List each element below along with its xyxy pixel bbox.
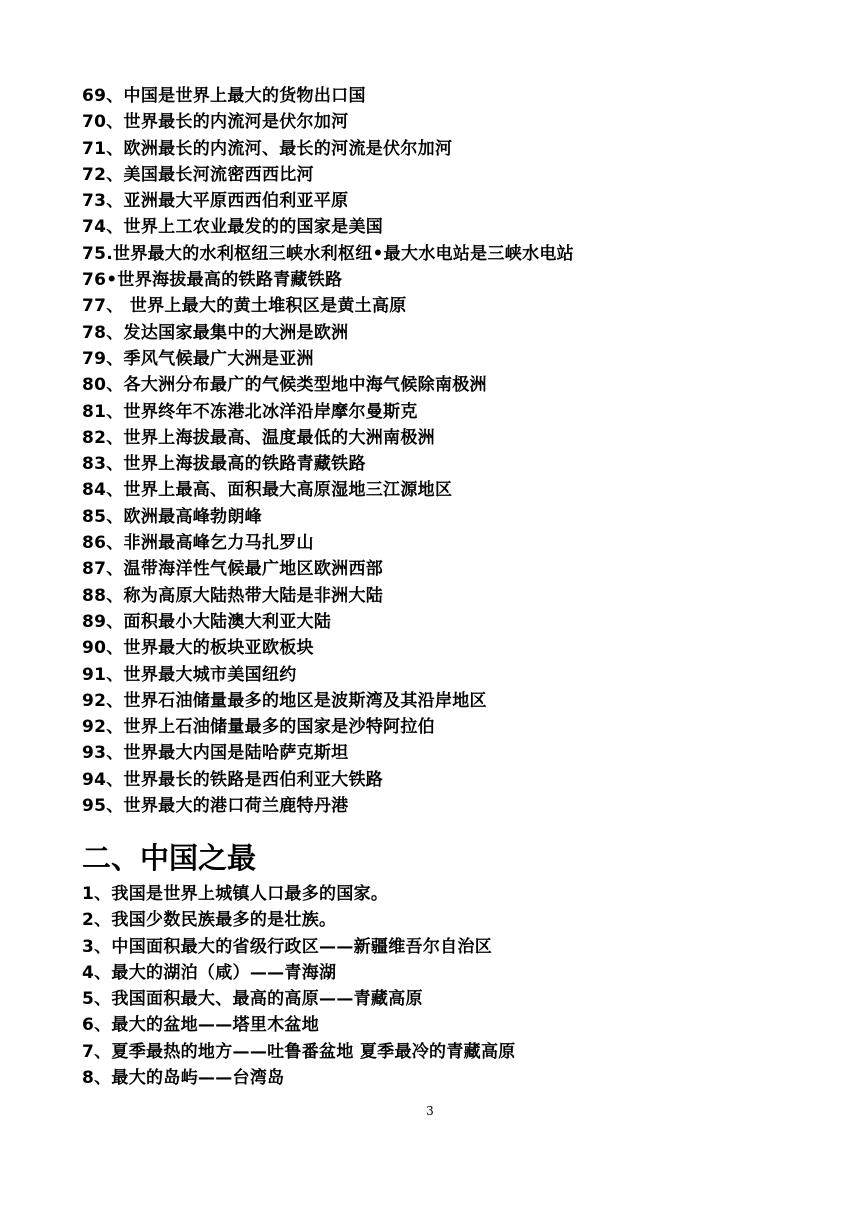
list-item: 72、美国最长河流密西西比河	[82, 164, 314, 185]
list-item: 69、中国是世界上最大的货物出口国	[82, 86, 366, 106]
list-item: 82、世界上海拔最高、温度最低的大洲南极洲	[82, 427, 435, 448]
list-item: 1、我国是世界上城镇人口最多的国家。	[82, 884, 389, 904]
list-item: 86、非洲最高峰乞力马扎罗山	[82, 533, 314, 554]
list-item: 88、称为高原大陆热带大陆是非洲大陆	[82, 585, 384, 606]
list-item: 70、世界最长的内流河是伏尔加河	[82, 112, 349, 133]
list-item: 85、欧洲最高峰勃朗峰	[82, 506, 262, 527]
list-item: 73、亚洲最大平原西西伯利亚平原	[82, 191, 349, 212]
list-item: 78、发达国家最集中的大洲是欧洲	[82, 322, 349, 343]
list-item: 8、最大的岛屿——台湾岛	[82, 1068, 285, 1089]
list-item: 93、世界最大内国是陆哈萨克斯坦	[82, 743, 349, 764]
list-item: 91、世界最大城市美国纽约	[82, 664, 297, 685]
list-item: 83、世界上海拔最高的铁路青藏铁路	[82, 454, 366, 475]
section-heading: 二、中国之最	[82, 841, 257, 875]
list-item: 87、温带海洋性气候最广地区欧洲西部	[82, 559, 384, 580]
list-item: 7、夏季最热的地方——吐鲁番盆地 夏季最冷的青藏高原	[82, 1041, 516, 1062]
list-item: 76•世界海拔最高的铁路青藏铁路	[82, 270, 343, 291]
list-item: 80、各大洲分布最广的气候类型地中海气候除南极洲	[82, 375, 487, 396]
list-item: 2、我国少数民族最多的是壮族。	[82, 910, 337, 931]
list-item: 6、最大的盆地——塔里木盆地	[82, 1015, 320, 1036]
list-item: 3、中国面积最大的省级行政区——新疆维吾尔自治区	[82, 936, 493, 957]
list-item: 75.世界最大的水利枢纽三峡水利枢纽•最大水电站是三峡水电站	[82, 243, 574, 264]
list-item: 95、世界最大的港口荷兰鹿特丹港	[82, 796, 349, 817]
list-item: 71、欧洲最长的内流河、最长的河流是伏尔加河	[82, 138, 453, 159]
list-item: 77、 世界上最大的黄土堆积区是黄土高原	[82, 296, 407, 317]
list-item: 4、最大的湖泊（咸）——青海湖	[82, 962, 337, 983]
page-number: 3	[426, 1104, 434, 1118]
list-item: 94、世界最长的铁路是西伯利亚大铁路	[82, 769, 384, 790]
list-item: 79、季风气候最广大洲是亚洲	[82, 348, 314, 369]
list-item: 74、世界上工农业最发的的国家是美国	[82, 217, 384, 238]
china-records-list	[82, 881, 516, 1091]
list-item: 89、面积最小大陆澳大利亚大陆	[82, 611, 332, 632]
list-item: 92、世界上石油储量最多的国家是沙特阿拉伯	[82, 717, 435, 738]
list-item: 81、世界终年不冻港北冰洋沿岸摩尔曼斯克	[82, 401, 418, 422]
list-item: 5、我国面积最大、最高的高原——青藏高原	[82, 989, 423, 1010]
list-item: 92、世界石油储量最多的地区是波斯湾及其沿岸地区	[82, 690, 487, 711]
list-item: 84、世界上最高、面积最大高原湿地三江源地区	[82, 480, 453, 501]
list-item: 90、世界最大的板块亚欧板块	[82, 638, 314, 659]
world-records-list	[82, 83, 574, 819]
